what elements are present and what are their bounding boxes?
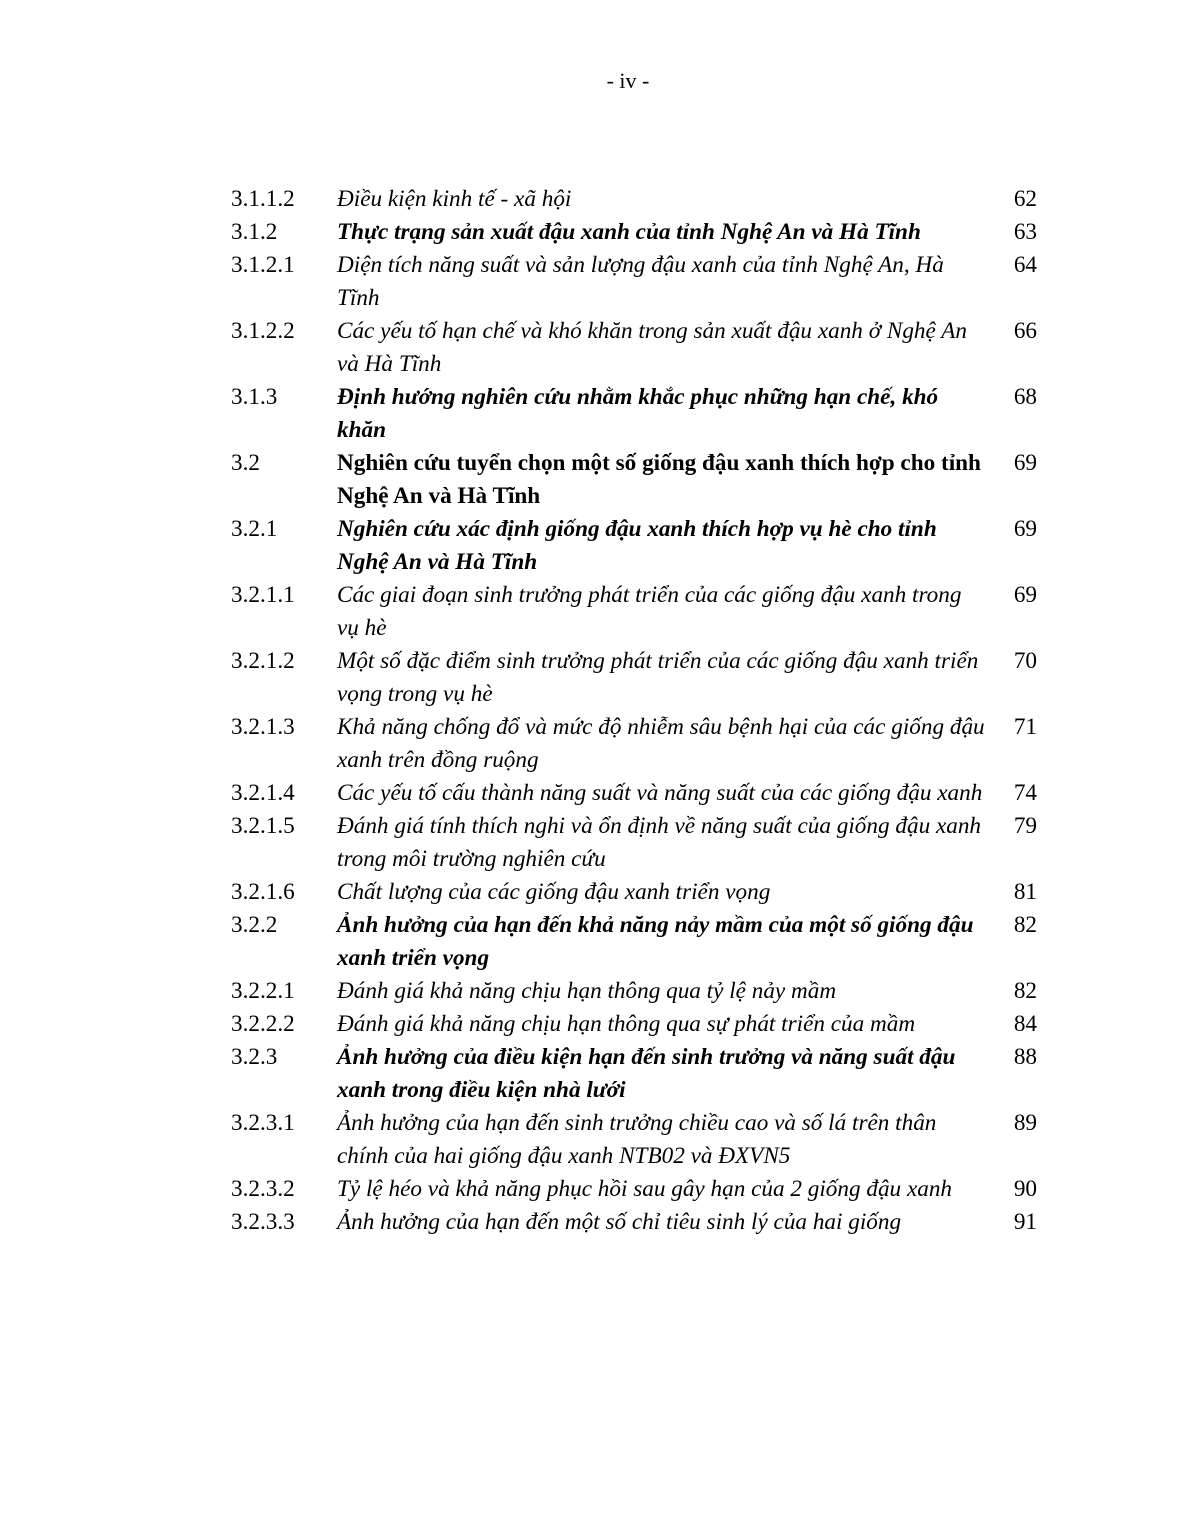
toc-page-number: 74: [1013, 780, 1037, 806]
toc-entry: [231, 876, 1037, 909]
toc-section-number: 3.2.2: [231, 912, 278, 938]
toc-section-number: 3.2: [231, 450, 260, 476]
toc-page-number: 79: [1013, 813, 1037, 839]
toc-section-title: Ảnh hưởng của hạn đến khả năng nảy mầm của một số giống đậu xanh triển vọng: [337, 912, 974, 971]
toc-page-number: 68: [1013, 384, 1037, 410]
toc-section-number: 3.1.2.2: [231, 318, 295, 344]
toc-entry: [231, 810, 1037, 876]
toc-entry: [231, 909, 1037, 975]
toc-section-number: 3.1.2.1: [231, 252, 295, 278]
toc-entry: [231, 1041, 1037, 1107]
toc-entry: [231, 216, 1037, 249]
toc-section-number: 3.2.1.6: [231, 879, 295, 905]
toc-entry: [231, 777, 1037, 810]
toc-page-number: 90: [1013, 1176, 1037, 1202]
toc-entry: [231, 1008, 1037, 1041]
toc-section-title: Các giai đoạn sinh trưởng phát triển của các giống đậu xanh trong vụ hè: [337, 582, 962, 641]
page-number: - iv -: [606, 68, 650, 93]
toc-page-number: 69: [1013, 516, 1037, 542]
toc-entry: [231, 183, 1037, 216]
toc-page-number: 88: [1013, 1044, 1037, 1070]
toc-page-number: 69: [1013, 582, 1037, 608]
toc-entry: [231, 711, 1037, 777]
toc-section-number: 3.2.2.1: [231, 978, 295, 1004]
toc-section-title: Các yếu tố cấu thành năng suất và năng suất của các giống đậu xanh: [337, 780, 983, 806]
toc-entry: [231, 249, 1037, 315]
toc-section-title: Đánh giá khả năng chịu hạn thông qua sự phát triển của mầm: [337, 1011, 916, 1037]
toc-page-number: 84: [1013, 1011, 1037, 1037]
toc-section-number: 3.2.3: [231, 1044, 278, 1070]
toc-section-title: Đánh giá khả năng chịu hạn thông qua tỷ lệ nảy mầm: [337, 978, 837, 1004]
toc-section-number: 3.2.1.5: [231, 813, 295, 839]
toc-entry: [231, 1107, 1037, 1173]
toc-page-number: 64: [1013, 252, 1037, 278]
toc-entry: [231, 1206, 1037, 1239]
toc-section-title: Chất lượng của các giống đậu xanh triển vọng: [337, 879, 771, 905]
toc-section-number: 3.2.1.2: [231, 648, 295, 674]
toc-section-number: 3.2.3.1: [231, 1110, 295, 1136]
toc-page-number: 89: [1013, 1110, 1037, 1136]
toc-entry: [231, 381, 1037, 447]
toc-section-title: Đánh giá tính thích nghi và ổn định về năng suất của giống đậu xanh trong môi trường nghiên cứu: [337, 813, 982, 872]
toc-entry: [231, 447, 1037, 513]
toc-entry: [231, 975, 1037, 1008]
toc-section-title: Định hướng nghiên cứu nhằm khắc phục những hạn chế, khó khăn: [337, 384, 939, 443]
toc-entry: [231, 513, 1037, 579]
table-of-contents: [231, 183, 1037, 1239]
toc-page-number: 82: [1013, 912, 1037, 938]
toc-section-title: Các yếu tố hạn chế và khó khăn trong sản xuất đậu xanh ở Nghệ An và Hà Tĩnh: [337, 318, 967, 377]
toc-section-number: 3.2.1.4: [231, 780, 295, 806]
toc-section-number: 3.2.2.2: [231, 1011, 295, 1037]
toc-section-number: 3.2.1.3: [231, 714, 295, 740]
toc-section-title: Diện tích năng suất và sản lượng đậu xanh của tỉnh Nghệ An, Hà Tĩnh: [337, 252, 944, 311]
toc-section-number: 3.2.1: [231, 516, 278, 542]
toc-page-number: 66: [1013, 318, 1037, 344]
toc-entry: [231, 645, 1037, 711]
toc-entry: [231, 1173, 1037, 1206]
toc-entry: [231, 579, 1037, 645]
toc-page-number: 63: [1013, 219, 1037, 245]
toc-section-title: Khả năng chống đổ và mức độ nhiễm sâu bệnh hại của các giống đậu xanh trên đồng ruộng: [337, 714, 985, 773]
toc-page-number: 81: [1013, 879, 1037, 905]
toc-section-number: 3.2.1.1: [231, 582, 295, 608]
toc-section-title: Ảnh hưởng của hạn đến một số chỉ tiêu sinh lý của hai giống: [337, 1209, 902, 1235]
toc-section-title: Tỷ lệ héo và khả năng phục hồi sau gây hạn của 2 giống đậu xanh: [337, 1176, 953, 1202]
toc-entry: [231, 315, 1037, 381]
toc-section-title: Nghiên cứu tuyển chọn một số giống đậu xanh thích hợp cho tỉnh Nghệ An và Hà Tĩnh: [337, 450, 981, 509]
toc-section-title: Nghiên cứu xác định giống đậu xanh thích hợp vụ hè cho tỉnh Nghệ An và Hà Tĩnh: [337, 516, 937, 575]
toc-page-number: 82: [1013, 978, 1037, 1004]
toc-section-number: 3.1.3: [231, 384, 278, 410]
toc-section-title: Một số đặc điểm sinh trưởng phát triển của các giống đậu xanh triển vọng trong vụ hè: [337, 648, 979, 707]
toc-section-title: Ảnh hưởng của điều kiện hạn đến sinh trưởng và năng suất đậu xanh trong điều kiện nhà lưới: [337, 1044, 956, 1103]
toc-section-number: 3.2.3.2: [231, 1176, 295, 1202]
toc-section-number: 3.1.1.2: [231, 186, 295, 212]
toc-page-number: 69: [1013, 450, 1037, 476]
toc-section-number: 3.2.3.3: [231, 1209, 295, 1235]
toc-section-title: Thực trạng sản xuất đậu xanh của tỉnh Nghệ An và Hà Tĩnh: [337, 219, 921, 245]
toc-page-number: 62: [1013, 186, 1037, 212]
toc-page-number: 71: [1013, 714, 1037, 740]
toc-section-title: Điều kiện kinh tế - xã hội: [337, 186, 572, 212]
toc-page-number: 70: [1013, 648, 1037, 674]
toc-page-number: 91: [1013, 1209, 1037, 1235]
toc-section-number: 3.1.2: [231, 219, 278, 245]
toc-section-title: Ảnh hưởng của hạn đến sinh trưởng chiều cao và số lá trên thân chính của hai giống đậu xanh NTB02 và ĐXVN5: [337, 1110, 937, 1169]
